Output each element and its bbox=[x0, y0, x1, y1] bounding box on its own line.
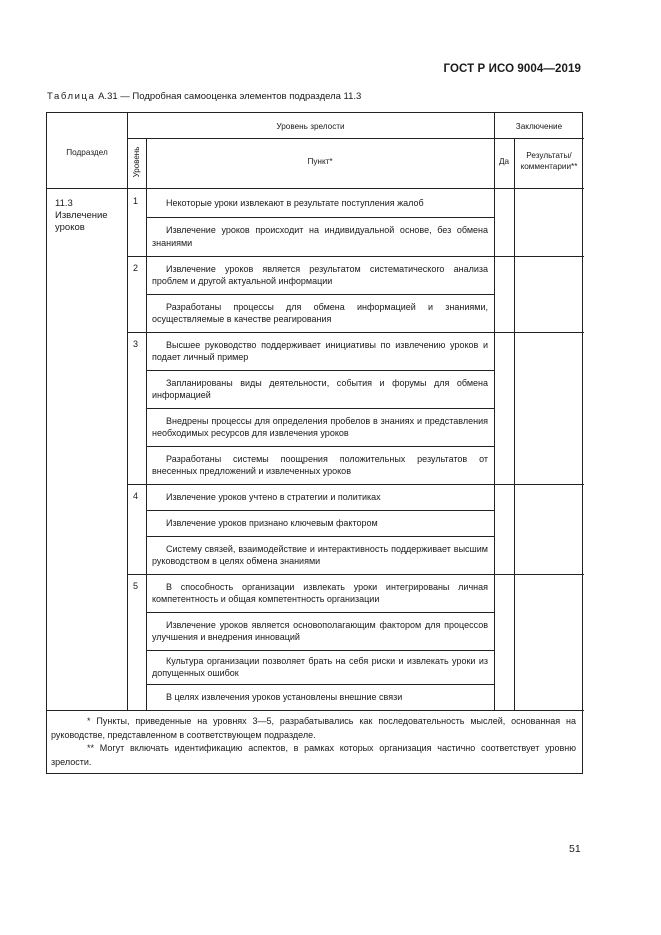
table-row-item: Извлечение уроков происходит на индивидуальной основе, без обмена знаниями bbox=[152, 225, 488, 248]
grid-line bbox=[146, 612, 494, 613]
table-row-item: Извлечение уроков является основополагающим фактором для процессов улучшения и внедрения инноваций bbox=[152, 619, 488, 642]
table-caption bbox=[47, 91, 361, 102]
grid-line bbox=[146, 370, 494, 371]
footnote-1: * Пункты, приведенные на уровнях 3—5, разрабатывались как последовательность мыслей, основанная на руководстве, представленном в соответствующем подразделе. bbox=[51, 716, 576, 740]
grid-line bbox=[146, 408, 494, 409]
table-row-item: Культура организации позволяет брать на себя риски и извлекать уроки из допущенных ошибок bbox=[152, 655, 488, 678]
table-row-item: Высшее руководство поддерживает инициативы по извлечению уроков и подает личный пример bbox=[152, 339, 488, 362]
table-row-item: Систему связей, взаимодействие и интерактивность поддерживает высшим руководством в целях обмена знаниями bbox=[152, 543, 488, 566]
level-number: 4 bbox=[133, 491, 139, 501]
level-number: 5 bbox=[133, 581, 139, 591]
header-yes: Да bbox=[498, 157, 510, 166]
subsection-label: 11.3 Извлечение уроков bbox=[55, 198, 108, 233]
standard-designation: ГОСТ Р ИСО 9004—2019 bbox=[443, 63, 581, 75]
grid-line bbox=[127, 484, 584, 485]
table-row-item: Разработаны процессы для обмена информацией и знаниями, осуществляемые в качестве реагирования bbox=[152, 301, 488, 324]
table-row-item: Запланированы виды деятельности, события и форумы для обмена информацией bbox=[152, 377, 488, 400]
grid-line bbox=[47, 710, 584, 711]
header-conclusion: Заключение bbox=[515, 122, 563, 131]
grid-line bbox=[127, 113, 128, 710]
header-subsection: Подраздел bbox=[66, 148, 108, 157]
grid-line bbox=[47, 188, 584, 189]
grid-line bbox=[146, 536, 494, 537]
grid-line bbox=[127, 574, 584, 575]
grid-line bbox=[146, 217, 494, 218]
table-row-item: В способность организации извлекать уроки интегрированы личная компетентность и общая компетентность организации bbox=[152, 581, 488, 604]
table-caption-word: Таблица bbox=[47, 91, 96, 102]
header-maturity-level: Уровень зрелости bbox=[276, 122, 345, 131]
table-row-item: В целях извлечения уроков установлены внешние связи bbox=[166, 691, 403, 702]
grid-line bbox=[146, 650, 494, 651]
grid-line bbox=[514, 138, 515, 710]
header-level: Уровень bbox=[132, 146, 141, 178]
level-number: 3 bbox=[133, 339, 139, 349]
table-row-item: Извлечение уроков признано ключевым фактором bbox=[166, 517, 378, 528]
grid-line bbox=[146, 510, 494, 511]
level-number: 2 bbox=[133, 263, 139, 273]
table-row-item: Извлечение уроков является результатом систематического анализа проблем и другой актуальной информации bbox=[152, 263, 488, 286]
table-row-item: Извлечение уроков учтено в стратегии и политиках bbox=[166, 491, 381, 502]
page-number: 51 bbox=[569, 843, 581, 855]
grid-line bbox=[127, 256, 584, 257]
footnotes bbox=[51, 715, 576, 769]
table-row-item: Разработаны системы поощрения положительных результатов от внесенных предложений и извлеченных уроков bbox=[152, 453, 488, 476]
header-item: Пункт* bbox=[307, 157, 333, 166]
grid-line bbox=[146, 446, 494, 447]
footnote-2: ** Могут включать идентификацию аспектов, в рамках которых организация частично соответствует уровню зрелости. bbox=[51, 743, 576, 767]
grid-line bbox=[127, 332, 584, 333]
table-row-item: Внедрены процессы для определения пробелов в знаниях и представления необходимых ресурсов для извлечения уроков bbox=[152, 415, 488, 438]
grid-line bbox=[127, 138, 584, 139]
level-number: 1 bbox=[133, 196, 139, 206]
grid-line bbox=[494, 113, 495, 710]
grid-line bbox=[146, 684, 494, 685]
header-results: Результаты/ комментарии** bbox=[520, 151, 578, 171]
self-assessment-table bbox=[46, 112, 583, 774]
table-caption-text: А.31 — Подробная самооценка элементов подраздела 11.3 bbox=[98, 91, 362, 102]
grid-line bbox=[146, 138, 147, 710]
table-row-item: Некоторые уроки извлекают в результате поступления жалоб bbox=[166, 197, 424, 208]
grid-line bbox=[146, 294, 494, 295]
